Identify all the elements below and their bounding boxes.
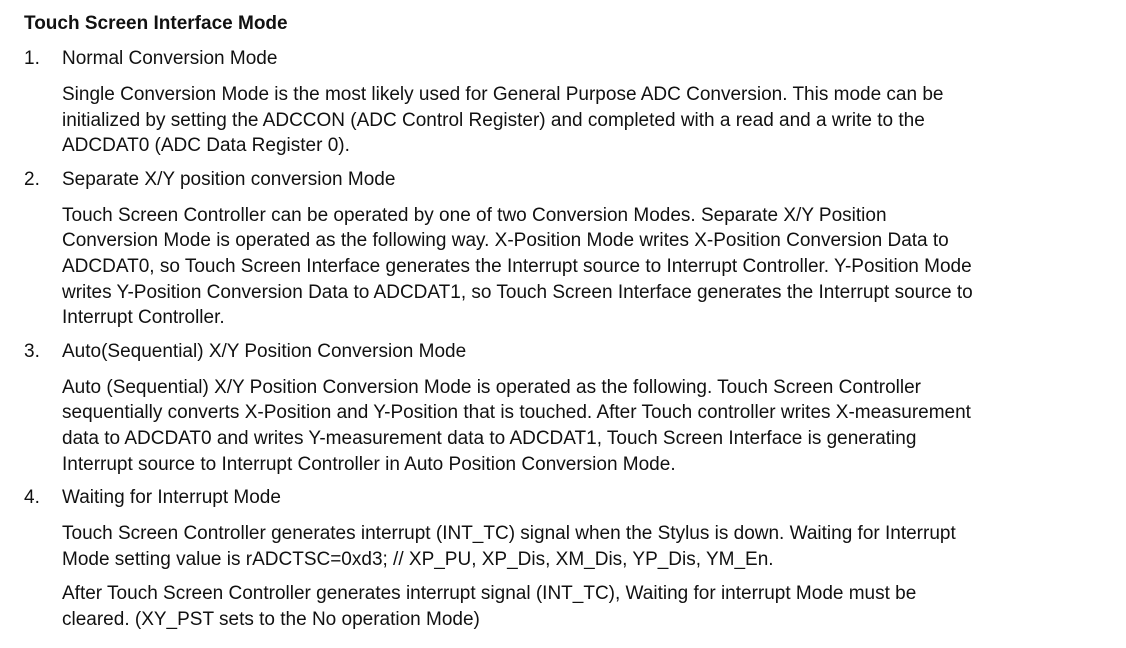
list-item-heading <box>24 486 1104 510</box>
document <box>24 12 1104 642</box>
list-number: 2. <box>24 168 40 190</box>
list-item-heading <box>24 340 1104 364</box>
list-item-heading <box>24 47 1104 71</box>
list-item-waiting-interrupt <box>24 486 1104 632</box>
list-item-normal-conversion <box>24 47 1104 159</box>
list-number: 4. <box>24 487 40 509</box>
paragraph: Touch Screen Controller can be operated by one of two Conversion Modes. Separate X/Y Position Conversion Mode is operated as the following way. X-Position Mode writes X-Position Conversion Data to ADCDAT0, so Touch Screen Interface generates the Interrupt source to Interrupt Controller. Y-Position Mode writes Y-Position Conversion Data to ADCDAT1, so Touch Screen Interface generates the Interrupt source to Interrupt Controller. <box>62 204 973 329</box>
list-number: 3. <box>24 340 40 362</box>
list-heading-text: Separate X/Y position conversion Mode <box>62 168 396 190</box>
list-heading-text: Waiting for Interrupt Mode <box>62 487 281 509</box>
paragraph: After Touch Screen Controller generates interrupt signal (INT_TC), Waiting for interrupt Mode must be cleared. (XY_PST sets to the No operation Mode) <box>62 583 917 630</box>
paragraph: Auto (Sequential) X/Y Position Conversion Mode is operated as the following. Touch Screen Controller sequentially converts X-Position and Y-Position that is touched. After Touch controller writes X-measurement data to ADCDAT0 and writes Y-measurement data to ADCDAT1, Touch Screen Interface is generating Interrupt source to Interrupt Controller in Auto Position Conversion Mode. <box>62 376 971 475</box>
list-heading-text: Normal Conversion Mode <box>62 48 278 69</box>
list-number: 1. <box>24 48 40 69</box>
list-heading-text: Auto(Sequential) X/Y Position Conversion Mode <box>62 340 467 362</box>
list-item-heading <box>24 168 1104 192</box>
paragraph: Single Conversion Mode is the most likely used for General Purpose ADC Conversion. This mode can be initialized by setting the ADCCON (ADC Control Register) and completed with a read and a write to the ADCDAT0 (ADC Data Register 0). <box>62 84 944 157</box>
list-item-auto-sequential <box>24 340 1104 477</box>
paragraph: Touch Screen Controller generates interrupt (INT_TC) signal when the Stylus is down. Waiting for Interrupt Mode setting value is rADCTSC=0xd3; // XP_PU, XP_Dis, XM_Dis, YP_Dis, YM_En. <box>62 523 956 570</box>
document-title: Touch Screen Interface Mode <box>24 13 288 34</box>
list-item-separate-xy <box>24 168 1104 331</box>
